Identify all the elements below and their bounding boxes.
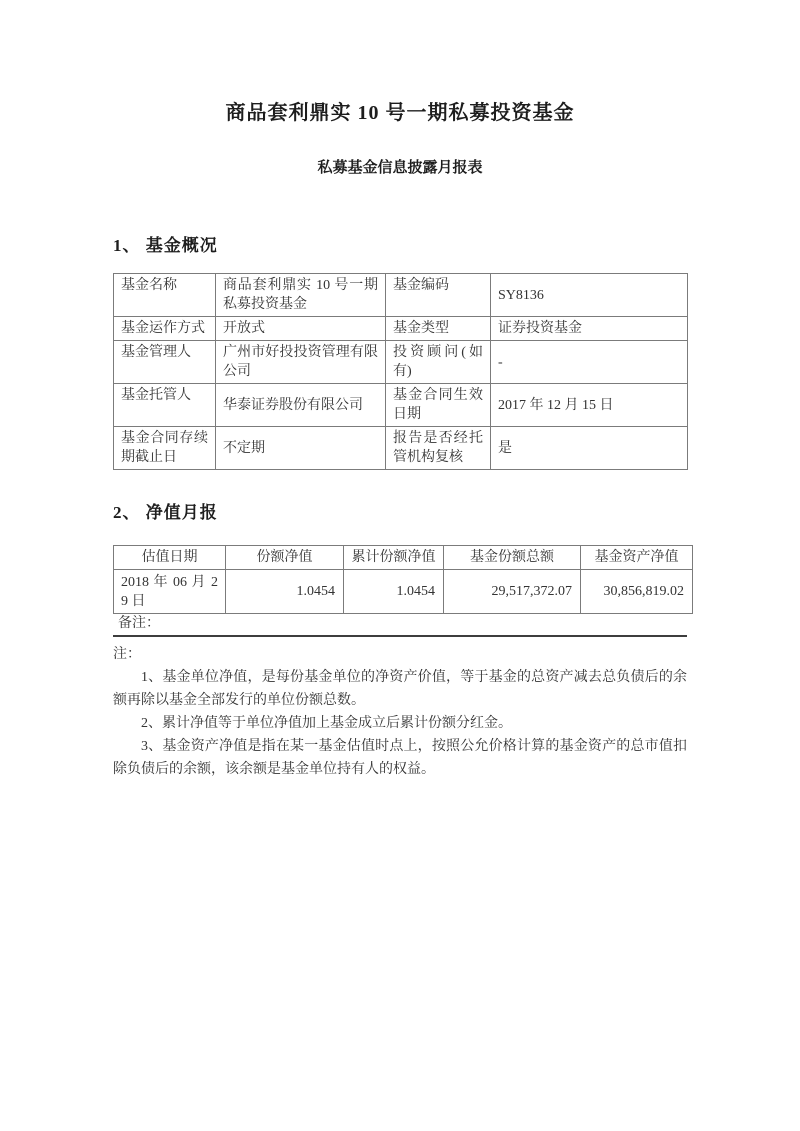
- notes-section: [113, 643, 687, 781]
- remark-row: 备注：: [113, 614, 687, 637]
- fund-custodian-label: 基金托管人: [114, 384, 216, 427]
- document-title: 商品套利鼎实 10 号一期私募投资基金: [225, 102, 575, 124]
- unit-nav-value: 1.0454: [226, 570, 344, 614]
- contract-effective-date-value: 2017 年 12 月 15 日: [491, 384, 688, 427]
- unit-nav-header: 份额净值: [226, 546, 344, 570]
- section-2-heading: 2、 净值月报: [113, 503, 218, 522]
- fund-custodian-value: 华泰证券股份有限公司: [216, 384, 386, 427]
- document-subtitle: 私募基金信息披露月报表: [317, 160, 483, 176]
- table-row: [114, 317, 688, 341]
- table-row: [114, 341, 688, 384]
- investment-advisor-label: 投资顾问(如有): [386, 341, 491, 384]
- table-row: [114, 427, 688, 470]
- contract-effective-date-label: 基金合同生效日期: [386, 384, 491, 427]
- table-row: [114, 384, 688, 427]
- valuation-date-header: 估值日期: [114, 546, 226, 570]
- contract-expiry-value: 不定期: [216, 427, 386, 470]
- fund-code-value: SY8136: [491, 274, 688, 317]
- note-item-1: 1、基金单位净值，是每份基金单位的净资产价值，等于基金的总资产减去总负债后的余额再除以基金全部发行的单位份额总数。: [113, 670, 687, 708]
- fund-manager-value: 广州市好投投资管理有限公司: [216, 341, 386, 384]
- fund-manager-label: 基金管理人: [114, 341, 216, 384]
- section-1-heading: 1、 基金概况: [113, 236, 218, 255]
- total-shares-header: 基金份额总额: [444, 546, 581, 570]
- net-assets-header: 基金资产净值: [581, 546, 693, 570]
- operation-mode-label: 基金运作方式: [114, 317, 216, 341]
- fund-name-label: 基金名称: [114, 274, 216, 317]
- notes-label: 注：: [113, 647, 141, 662]
- cumulative-nav-value: 1.0454: [344, 570, 444, 614]
- fund-code-label: 基金编码: [386, 274, 491, 317]
- fund-type-label: 基金类型: [386, 317, 491, 341]
- investment-advisor-value: -: [491, 341, 688, 384]
- custodian-review-value: 是: [491, 427, 688, 470]
- note-item-3: 3、基金资产净值是指在某一基金估值时点上，按照公允价格计算的基金资产的总市值扣除负债后的余额，该余额是基金单位持有人的权益。: [113, 739, 687, 777]
- valuation-date-value: 2018 年 06 月 29 日: [114, 570, 226, 614]
- cumulative-nav-header: 累计份额净值: [344, 546, 444, 570]
- total-shares-value: 29,517,372.07: [444, 570, 581, 614]
- fund-overview-table: [113, 273, 688, 470]
- nav-monthly-table: [113, 545, 693, 614]
- contract-expiry-label: 基金合同存续期截止日: [114, 427, 216, 470]
- fund-name-value: 商品套利鼎实 10 号一期私募投资基金: [216, 274, 386, 317]
- table-row: [114, 570, 693, 614]
- net-assets-value: 30,856,819.02: [581, 570, 693, 614]
- table-row: [114, 274, 688, 317]
- table-header-row: [114, 546, 693, 570]
- document-content: [113, 0, 687, 781]
- fund-type-value: 证券投资基金: [491, 317, 688, 341]
- custodian-review-label: 报告是否经托管机构复核: [386, 427, 491, 470]
- note-item-2: 2、累计净值等于单位净值加上基金成立后累计份额分红金。: [141, 716, 512, 731]
- operation-mode-value: 开放式: [216, 317, 386, 341]
